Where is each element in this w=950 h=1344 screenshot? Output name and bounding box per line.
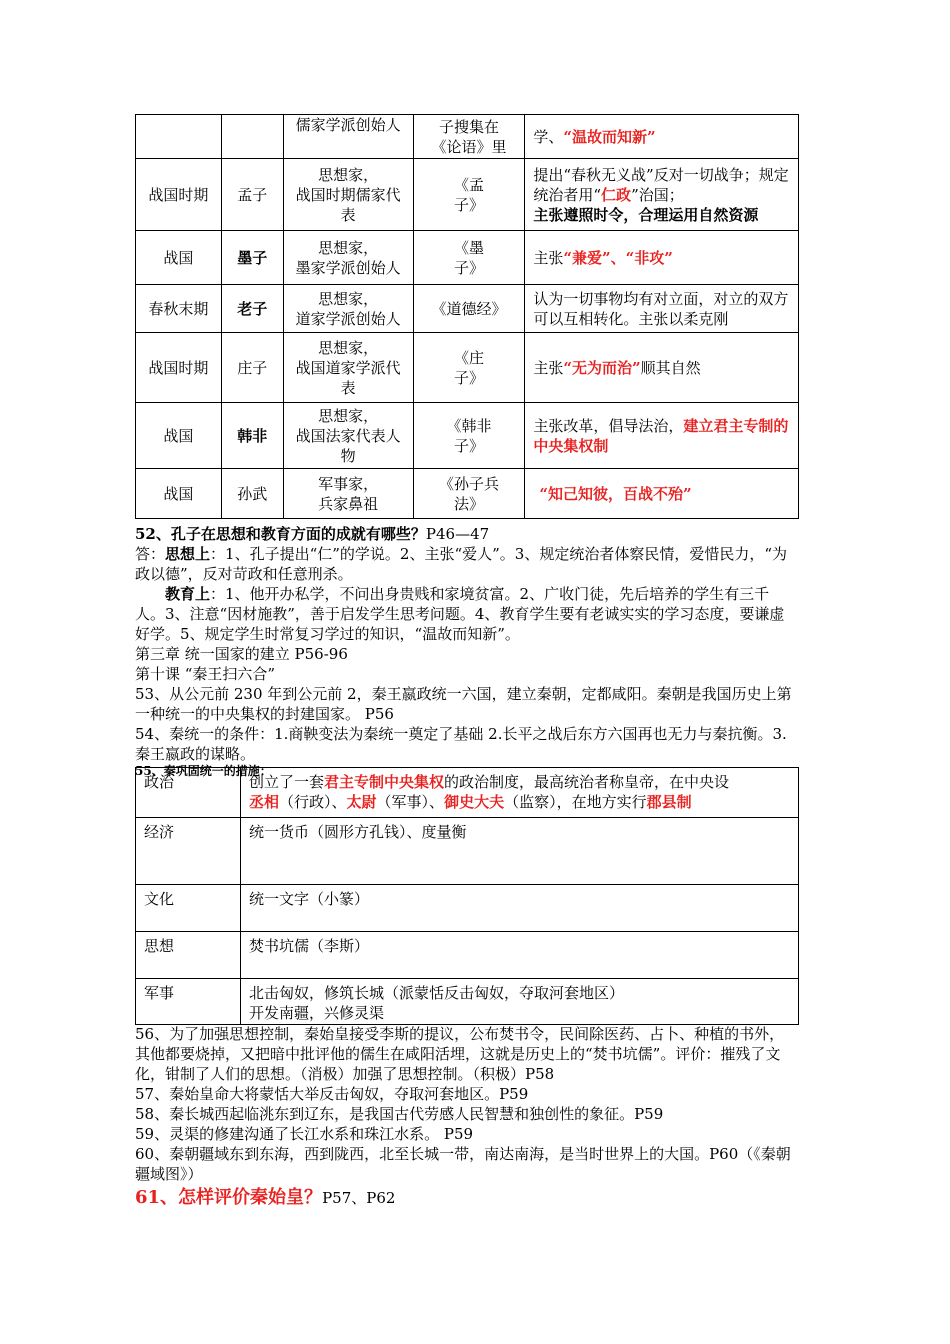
- measure-cell: 焚书坑儒（李斯）: [241, 932, 799, 979]
- table-row: [136, 159, 799, 231]
- period-cell: 战国: [136, 469, 222, 519]
- period-cell: 春秋末期: [136, 285, 222, 333]
- identity-cell: 思想家， 战国道家学派代 表: [283, 333, 413, 403]
- category-cell: 思想: [136, 932, 241, 979]
- category-cell: 经济: [136, 818, 241, 885]
- work-cell: 《庄 子》: [413, 333, 525, 403]
- category-cell: 军事: [136, 979, 241, 1025]
- identity-cell: 儒家学派创始人: [283, 115, 413, 159]
- q59: 59、灵渠的修建沟通了长江水系和珠江水系。 P59: [135, 1125, 474, 1143]
- chapter-heading: 第三章 统一国家的建立 P56-96: [135, 645, 348, 663]
- period-cell: 战国: [136, 403, 222, 469]
- q60: 60、秦朝疆域东到东海，西到陇西，北至长城一带，南达南海，是当时世界上的大国。P60（《秦朝疆域图》）: [135, 1145, 791, 1183]
- category-cell: 文化: [136, 885, 241, 932]
- idea-cell: 认为一切事物均有对立面，对立的双方可以互相转化。主张以柔克刚: [525, 285, 799, 333]
- idea-cell: 学、“温故而知新”: [525, 115, 799, 159]
- idea-cell: 主张“兼爱”、“非攻”: [525, 231, 799, 285]
- idea-cell: “知己知彼，百战不殆”: [525, 469, 799, 519]
- table-row: [136, 885, 799, 932]
- table-row: [136, 403, 799, 469]
- q55-title: 55、秦巩固统一的措施：: [135, 764, 272, 778]
- q61: 61、怎样评价秦始皇？P57、P62: [135, 1187, 396, 1208]
- q52-education: 教育上：1、他开办私学，不问出身贵贱和家境贫富。2、广收门徒，先后培养的学生有三千人。3、注意“因材施教”，善于启发学生思考问题。4、教育学生要有老诚实实的学习态度，要谦虚好学。5、规定学生时常复习学过的知识，“温故而知新”。: [135, 585, 785, 643]
- identity-cell: 思想家， 道家学派创始人: [283, 285, 413, 333]
- period-cell: 战国: [136, 231, 222, 285]
- name-cell: 庄子: [221, 333, 283, 403]
- philosophers-table: [135, 114, 799, 519]
- period-cell: [136, 115, 222, 159]
- work-cell: 《孙子兵 法》: [413, 469, 525, 519]
- q58: 58、秦长城西起临洮东到辽东，是我国古代劳感人民智慧和独创性的象征。P59: [135, 1105, 664, 1123]
- q56: 56、为了加强思想控制，秦始皇接受李斯的提议，公布焚书令，民间除医药、占卜、种植的书外，其他都要烧掉，又把暗中批评他的儒生在咸阳活埋，这就是历史上的“焚书坑儒”。评价：摧残了文化，钳制了人们的思想。（消极）加强了思想控制。（积极）P58: [135, 1025, 785, 1083]
- period-cell: 战国时期: [136, 333, 222, 403]
- measure-cell: 北击匈奴，修筑长城（派蒙恬反击匈奴，夺取河套地区） 开发南疆，兴修灵渠: [241, 979, 799, 1025]
- q52-question: 52、孔子在思想和教育方面的成就有哪些？P46—47: [135, 525, 490, 543]
- q52-thought: 答：思想上：1、孔子提出“仁”的学说。2、主张“爱人”。3、规定统治者体察民情，爱惜民力，“为政以德”，反对苛政和任意刑杀。: [135, 545, 788, 583]
- work-cell: 《墨 子》: [413, 231, 525, 285]
- name-cell: [221, 115, 283, 159]
- idea-cell: 提出“春秋无义战”反对一切战争；规定统治者用“仁政”治国； 主张遵照时令，合理运用自然资源: [525, 159, 799, 231]
- table-row: [136, 285, 799, 333]
- idea-cell: 主张“无为而治”顺其自然: [525, 333, 799, 403]
- q57: 57、秦始皇命大将蒙恬大举反击匈奴，夺取河套地区。P59: [135, 1085, 529, 1103]
- name-cell: 墨子: [221, 231, 283, 285]
- name-cell: 孙武: [221, 469, 283, 519]
- q52-to-q55-section: [135, 524, 799, 778]
- work-cell: 《孟 子》: [413, 159, 525, 231]
- table-row: [136, 932, 799, 979]
- identity-cell: 思想家， 战国时期儒家代 表: [283, 159, 413, 231]
- q54: 54、秦统一的条件：1.商鞅变法为秦统一奠定了基础 2.长平之战后东方六国再也无力与秦抗衡。3.秦王嬴政的谋略。: [135, 725, 787, 763]
- table-row: [136, 231, 799, 285]
- work-cell: 子搜集在 《论语》里: [413, 115, 525, 159]
- table-row: [136, 115, 799, 159]
- measure-cell: 创立了一套君主专制中央集权的政治制度，最高统治者称皇帝，在中央设 丞相（行政）、太尉（军事）、御史大夫（监察），在地方实行郡县制: [241, 768, 799, 818]
- measure-cell: 统一文字（小篆）: [241, 885, 799, 932]
- name-cell: 老子: [221, 285, 283, 333]
- measure-cell: 统一货币（圆形方孔钱）、度量衡: [241, 818, 799, 885]
- table-row: [136, 768, 799, 818]
- work-cell: 《韩非 子》: [413, 403, 525, 469]
- category-cell: 政治: [136, 768, 241, 818]
- table-row: [136, 469, 799, 519]
- table-row: [136, 333, 799, 403]
- identity-cell: 思想家， 战国法家代表人 物: [283, 403, 413, 469]
- name-cell: 韩非: [221, 403, 283, 469]
- measures-table: [135, 767, 799, 1025]
- identity-cell: 军事家， 兵家鼻祖: [283, 469, 413, 519]
- table-row: [136, 979, 799, 1025]
- q53: 53、从公元前 230 年到公元前 2，秦王嬴政统一六国，建立秦朝，定都咸阳。秦朝是我国历史上第一种统一的中央集权的封建国家。 P56: [135, 685, 792, 723]
- work-cell: 《道德经》: [413, 285, 525, 333]
- lesson-heading: 第十课 “秦王扫六合”: [135, 665, 276, 683]
- table-row: [136, 818, 799, 885]
- q56-to-q61-section: [135, 1024, 799, 1208]
- period-cell: 战国时期: [136, 159, 222, 231]
- idea-cell: 主张改革，倡导法治，建立君主专制的中央集权制: [525, 403, 799, 469]
- identity-cell: 思想家， 墨家学派创始人: [283, 231, 413, 285]
- name-cell: 孟子: [221, 159, 283, 231]
